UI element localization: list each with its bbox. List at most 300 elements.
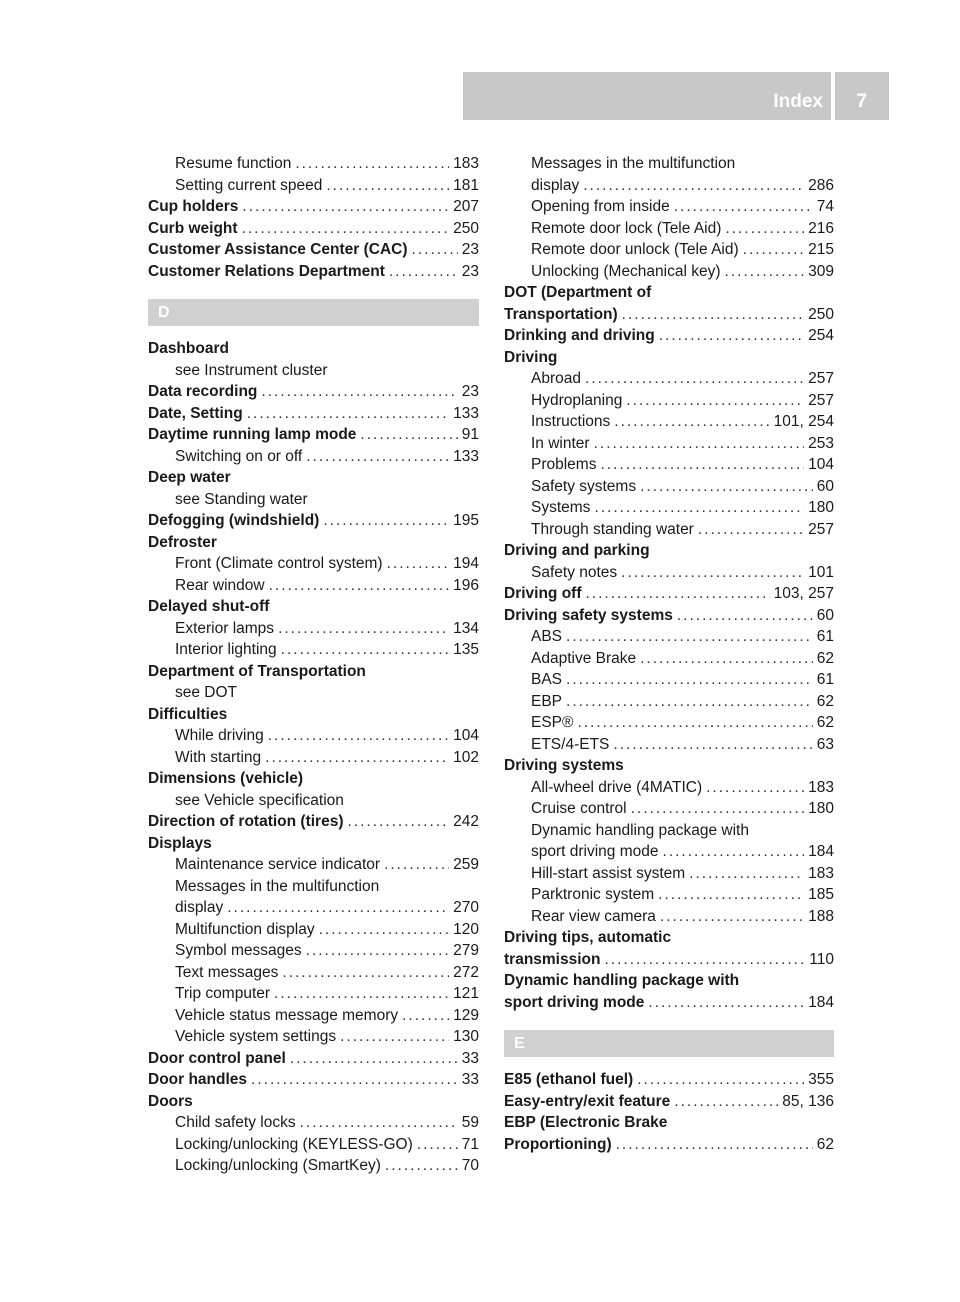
entry-label: Text messages	[175, 963, 279, 981]
index-subentry	[504, 196, 834, 218]
dot-leader	[659, 325, 804, 347]
entry-label	[148, 261, 385, 283]
page-reference[interactable]: 61	[816, 628, 834, 645]
page-reference[interactable]: 135	[453, 641, 479, 658]
page-reference[interactable]: 33	[461, 1049, 479, 1067]
dot-leader	[677, 605, 813, 627]
page-reference[interactable]: 250	[808, 305, 834, 323]
entry-label: Vehicle status message memory	[175, 1006, 399, 1024]
index-entry	[148, 768, 479, 790]
dot-leader	[613, 734, 812, 756]
dot-leader	[566, 691, 813, 713]
dot-leader	[389, 261, 458, 283]
entry-label: Dimensions (vehicle)	[148, 770, 304, 787]
page-reference[interactable]: 181	[453, 176, 479, 194]
entry-label: Messages in the multifunction	[175, 877, 380, 895]
dot-leader	[640, 648, 813, 670]
dot-leader	[663, 841, 805, 863]
dot-leader	[725, 218, 804, 240]
page-reference[interactable]: 196	[453, 576, 479, 594]
dot-leader	[360, 424, 457, 446]
index-entry	[148, 532, 479, 554]
index-subentry	[148, 747, 479, 769]
page-reference[interactable]: 286	[808, 176, 834, 194]
index-subentry	[148, 489, 479, 511]
entry-label: Trip computer	[175, 985, 271, 1002]
page-reference[interactable]: 104	[453, 727, 479, 744]
page-reference[interactable]: 61	[816, 671, 834, 688]
index-subentry	[504, 626, 834, 648]
entry-label: sport driving mode	[531, 843, 659, 860]
index-subentry	[504, 433, 834, 455]
entry-label: Safety notes	[531, 563, 618, 581]
index-subentry	[504, 734, 834, 756]
page-reference[interactable]: 23	[461, 241, 479, 258]
dot-leader	[247, 403, 449, 425]
entry-label: Driving	[504, 348, 558, 366]
page-reference[interactable]: 63	[816, 735, 834, 753]
entry-label: DOT (Department of	[504, 284, 652, 301]
entry-label: Defroster	[148, 533, 217, 551]
index-column-left	[148, 153, 479, 1177]
entry-term: Transportation)	[504, 305, 618, 323]
entry-label	[504, 583, 582, 605]
index-subentry	[504, 648, 834, 670]
entry-label	[148, 218, 238, 240]
entry-label	[504, 325, 655, 347]
dot-leader	[743, 239, 804, 261]
entry-term: transmission	[504, 950, 601, 968]
index-entry	[504, 304, 834, 326]
entry-label: BAS	[531, 671, 563, 688]
entry-label: Abroad	[531, 370, 581, 387]
dot-leader	[631, 798, 805, 820]
page-reference[interactable]: 129	[453, 1006, 479, 1024]
entry-term: E85 (ethanol fuel)	[504, 1071, 634, 1088]
index-subentry	[148, 1112, 479, 1134]
page-reference[interactable]: 134	[453, 619, 479, 637]
index-subentry	[148, 553, 479, 575]
index-subentry	[504, 777, 834, 799]
page-reference[interactable]: 74	[816, 198, 834, 215]
index-entry	[504, 583, 834, 605]
entry-term: Driving off	[504, 585, 582, 602]
index-subentry	[504, 454, 834, 476]
dot-leader	[674, 1091, 778, 1113]
entry-label: Doors	[148, 1092, 193, 1110]
entry-label: While driving	[175, 727, 264, 744]
entry-term: Customer Assistance Center (CAC)	[148, 241, 408, 258]
entry-term: Cup holders	[148, 198, 239, 215]
dot-leader	[583, 175, 804, 197]
index-subentry	[148, 854, 479, 876]
dot-leader	[600, 454, 804, 476]
page-reference[interactable]: 272	[453, 963, 479, 981]
entry-label: Exterior lamps	[175, 619, 275, 637]
entry-label: Setting current speed	[175, 176, 323, 194]
page-reference[interactable]: 91	[461, 426, 479, 443]
index-entry	[148, 1069, 479, 1091]
index-entry	[148, 1091, 479, 1113]
entry-term: Direction of rotation (tires)	[148, 813, 344, 830]
dot-leader	[614, 411, 769, 433]
index-entry	[148, 1048, 479, 1070]
index-entry	[148, 661, 479, 683]
entry-label: Deep water	[148, 469, 231, 486]
dot-leader	[282, 962, 449, 984]
header-divider	[831, 72, 835, 120]
page-reference[interactable]: 103, 257	[773, 585, 834, 602]
index-entry	[148, 510, 479, 532]
entry-label: see Vehicle specification	[175, 791, 344, 809]
dot-leader	[566, 669, 813, 691]
index-subentry	[504, 239, 834, 261]
index-subentry	[504, 390, 834, 412]
index-entry	[148, 381, 479, 403]
page-reference[interactable]: 23	[461, 383, 479, 400]
index-entry	[148, 261, 479, 283]
dot-leader	[306, 940, 449, 962]
entry-term: Date, Setting	[148, 404, 243, 422]
index-entry	[504, 540, 834, 562]
index-subentry	[504, 519, 834, 541]
index-column-right	[504, 153, 834, 1155]
entry-label	[504, 992, 644, 1014]
dot-leader	[640, 476, 813, 498]
entry-label: Front (Climate control system)	[175, 555, 383, 572]
dot-leader	[585, 368, 804, 390]
entry-label	[148, 381, 257, 403]
index-subentry	[148, 618, 479, 640]
index-letter-header: D	[148, 299, 479, 326]
entry-label: Unlocking (Mechanical key)	[531, 262, 721, 280]
index-subentry	[148, 725, 479, 747]
page-reference[interactable]: 194	[453, 555, 479, 572]
dot-leader	[384, 854, 449, 876]
index-subentry	[148, 876, 479, 898]
dot-leader	[326, 175, 449, 197]
entry-label: Resume function	[175, 155, 292, 172]
entry-label: Problems	[531, 456, 597, 473]
page-reference[interactable]: 257	[808, 391, 834, 409]
entry-label: Through standing water	[531, 520, 694, 538]
index-subentry	[504, 841, 834, 863]
dot-leader	[621, 562, 804, 584]
entry-label: Cruise control	[531, 800, 627, 817]
entry-term: Customer Relations Department	[148, 262, 385, 280]
entry-label: All-wheel drive (4MATIC)	[531, 778, 703, 796]
page-reference[interactable]: 207	[453, 198, 479, 215]
entry-term: Door control panel	[148, 1049, 286, 1067]
entry-label: Rear view camera	[531, 907, 656, 925]
dot-leader	[586, 583, 770, 605]
index-subentry	[148, 919, 479, 941]
index-entry	[504, 347, 834, 369]
index-subentry	[148, 1026, 479, 1048]
index-subentry	[504, 562, 834, 584]
entry-label: Adaptive Brake	[531, 649, 637, 667]
page-reference[interactable]: 216	[808, 219, 834, 237]
index-entry	[504, 1069, 834, 1091]
index-subentry	[504, 476, 834, 498]
index-subentry	[504, 820, 834, 842]
index-entry	[504, 970, 834, 992]
page-reference[interactable]: 183	[453, 155, 479, 172]
entry-label: Difficulties	[148, 705, 228, 723]
entry-label: ABS	[531, 628, 563, 645]
page-reference[interactable]: 183	[808, 778, 834, 796]
index-subentry	[148, 1155, 479, 1177]
dot-leader	[274, 983, 449, 1005]
entry-label: Messages in the multifunction	[531, 155, 736, 172]
entry-label: Instructions	[531, 413, 611, 430]
index-entry	[504, 755, 834, 777]
page-reference[interactable]: 133	[453, 447, 479, 465]
page-reference[interactable]: 110	[809, 950, 834, 968]
page-reference[interactable]: 71	[461, 1135, 479, 1153]
entry-term: Defogging (windshield)	[148, 512, 320, 529]
index-subentry	[148, 360, 479, 382]
page-reference[interactable]: 62	[816, 692, 834, 710]
page-number: 7	[856, 91, 867, 112]
entry-label	[504, 605, 673, 627]
page-reference[interactable]: 257	[808, 520, 834, 538]
entry-label: Systems	[531, 499, 591, 516]
page-reference[interactable]: 180	[808, 499, 834, 516]
index-entry	[504, 325, 834, 347]
dot-leader	[594, 433, 805, 455]
dot-leader	[251, 1069, 458, 1091]
dot-leader	[340, 1026, 449, 1048]
entry-label: see DOT	[175, 684, 238, 701]
dot-leader	[261, 381, 457, 403]
page-reference[interactable]: 254	[808, 327, 834, 344]
dot-leader	[725, 261, 805, 283]
entry-label: Interior lighting	[175, 641, 277, 658]
entry-term: Door handles	[148, 1071, 248, 1088]
entry-label: Switching on or off	[175, 447, 303, 465]
entry-term: Drinking and driving	[504, 327, 655, 344]
entry-label: EBP	[531, 692, 563, 710]
index-subentry	[148, 1134, 479, 1156]
entry-label: Maintenance service indicator	[175, 856, 381, 873]
entry-label: display	[175, 899, 224, 916]
index-entry	[504, 949, 834, 971]
index-entry	[148, 403, 479, 425]
entry-label: Remote door unlock (Tele Aid)	[531, 241, 739, 258]
index-entry	[148, 338, 479, 360]
entry-label: Hill-start assist system	[531, 864, 686, 882]
index-entry	[504, 1112, 834, 1134]
dot-leader	[323, 510, 449, 532]
index-entry	[148, 833, 479, 855]
page-reference[interactable]: 101, 254	[773, 413, 834, 430]
page-reference[interactable]: 104	[808, 456, 834, 473]
index-entry	[148, 596, 479, 618]
entry-label: Multifunction display	[175, 920, 315, 938]
page-reference[interactable]: 183	[808, 864, 834, 882]
dot-leader	[227, 897, 449, 919]
entry-label: Vehicle system settings	[175, 1028, 337, 1045]
entry-term: Easy-entry/exit feature	[504, 1092, 671, 1110]
entry-label: Remote door lock (Tele Aid)	[531, 219, 722, 237]
entry-label: Rear window	[175, 576, 265, 594]
entry-term: Daytime running lamp mode	[148, 426, 357, 443]
index-subentry	[504, 884, 834, 906]
dot-leader	[648, 992, 804, 1014]
index-entry	[504, 605, 834, 627]
index-subentry	[148, 897, 479, 919]
index-subentry	[148, 962, 479, 984]
dot-leader	[604, 949, 805, 971]
entry-label	[148, 1069, 247, 1091]
index-subentry	[504, 712, 834, 734]
page-reference[interactable]: 270	[453, 899, 479, 916]
index-subentry	[504, 368, 834, 390]
dot-leader	[268, 725, 449, 747]
page-reference[interactable]: 195	[453, 512, 479, 529]
page-reference[interactable]: 60	[816, 606, 834, 624]
dot-leader	[300, 1112, 458, 1134]
entry-label: ETS/4-ETS	[531, 735, 610, 753]
dot-leader	[387, 553, 450, 575]
page-reference[interactable]: 309	[808, 262, 834, 280]
dot-leader	[566, 626, 813, 648]
entry-label	[148, 196, 238, 218]
entry-label: Displays	[148, 834, 212, 852]
page-reference[interactable]: 85, 136	[782, 1092, 834, 1110]
dot-leader	[269, 575, 450, 597]
entry-label: Hydroplaning	[531, 391, 623, 409]
page-reference[interactable]: 250	[453, 219, 479, 237]
index-entry	[148, 811, 479, 833]
index-subentry	[148, 790, 479, 812]
page-reference[interactable]: 257	[808, 370, 834, 387]
entry-label: Driving tips, automatic	[504, 929, 672, 946]
dot-leader	[616, 1134, 813, 1156]
page-reference[interactable]: 184	[808, 843, 834, 860]
entry-label: With starting	[175, 748, 262, 766]
index-subentry	[148, 153, 479, 175]
page-reference[interactable]: 253	[808, 434, 834, 452]
entry-label: see Instrument cluster	[175, 361, 328, 379]
entry-label	[504, 949, 600, 971]
page-reference[interactable]: 23	[461, 262, 479, 280]
page-reference[interactable]: 59	[461, 1114, 479, 1131]
index-entry	[148, 424, 479, 446]
index-subentry	[504, 798, 834, 820]
index-entry	[504, 992, 834, 1014]
entry-term: Curb weight	[148, 219, 238, 237]
page-reference[interactable]: 188	[808, 907, 834, 925]
index-subentry	[504, 261, 834, 283]
dot-leader	[660, 906, 804, 928]
entry-label: ESP®	[531, 714, 574, 731]
index-subentry	[504, 863, 834, 885]
page-reference[interactable]: 62	[816, 1135, 834, 1153]
index-letter-header: E	[504, 1030, 834, 1057]
page-header	[463, 72, 889, 120]
dot-leader	[265, 747, 449, 769]
page-reference[interactable]: 259	[453, 856, 479, 873]
dot-leader	[594, 497, 804, 519]
dot-leader	[658, 884, 804, 906]
index-subentry	[148, 682, 479, 704]
entry-label: Dashboard	[148, 340, 229, 357]
dot-leader	[412, 239, 458, 261]
index-subentry	[504, 153, 834, 175]
page-reference[interactable]: 101	[808, 563, 834, 581]
index-entry	[504, 927, 834, 949]
page-reference[interactable]: 185	[808, 886, 834, 903]
page-reference[interactable]: 62	[816, 714, 834, 731]
page-reference[interactable]: 121	[453, 985, 479, 1002]
page-reference[interactable]: 355	[808, 1071, 834, 1088]
entry-label	[148, 510, 319, 532]
page-reference[interactable]: 62	[816, 649, 834, 667]
page-reference[interactable]: 33	[461, 1071, 479, 1088]
entry-term: Proportioning)	[504, 1135, 612, 1153]
entry-label	[148, 811, 343, 833]
entry-label	[148, 424, 356, 446]
index-subentry	[504, 669, 834, 691]
page-reference[interactable]: 120	[453, 920, 479, 938]
dot-leader	[626, 390, 804, 412]
dot-leader	[278, 618, 449, 640]
page-reference[interactable]: 180	[808, 800, 834, 817]
page-reference[interactable]: 70	[461, 1157, 479, 1174]
entry-label	[504, 1134, 612, 1156]
page-reference[interactable]: 130	[453, 1028, 479, 1045]
section-title: Index	[773, 91, 823, 112]
dot-leader	[306, 446, 449, 468]
entry-label	[148, 1048, 286, 1070]
index-subentry	[148, 940, 479, 962]
entry-label: Driving and parking	[504, 542, 650, 559]
entry-label: Opening from inside	[531, 198, 670, 215]
index-subentry	[148, 575, 479, 597]
index-subentry	[148, 1005, 479, 1027]
page-reference[interactable]: 60	[816, 477, 834, 495]
page-reference[interactable]: 215	[808, 241, 834, 258]
entry-label: Dynamic handling package with	[504, 972, 740, 989]
page-reference[interactable]: 133	[453, 404, 479, 422]
entry-label: Dynamic handling package with	[531, 821, 749, 839]
page-reference[interactable]: 102	[453, 748, 479, 766]
entry-label	[504, 1091, 670, 1113]
page-reference[interactable]: 242	[453, 813, 479, 830]
dot-leader	[674, 196, 813, 218]
dot-leader	[637, 1069, 804, 1091]
dot-leader	[281, 639, 449, 661]
index-subentry	[504, 497, 834, 519]
entry-label: display	[531, 176, 580, 194]
dot-leader	[689, 863, 804, 885]
entry-label: Locking/unlocking (SmartKey)	[175, 1157, 381, 1174]
entry-label	[504, 304, 618, 326]
entry-label: see Standing water	[175, 490, 308, 508]
page-reference[interactable]: 184	[808, 993, 834, 1011]
dot-leader	[319, 919, 450, 941]
index-entry	[148, 218, 479, 240]
dot-leader	[402, 1005, 449, 1027]
index-entry	[504, 1091, 834, 1113]
entry-label: EBP (Electronic Brake	[504, 1114, 668, 1131]
index-subentry	[148, 639, 479, 661]
dot-leader	[242, 218, 450, 240]
entry-term: Driving safety systems	[504, 606, 673, 624]
page-reference[interactable]: 279	[453, 942, 479, 959]
